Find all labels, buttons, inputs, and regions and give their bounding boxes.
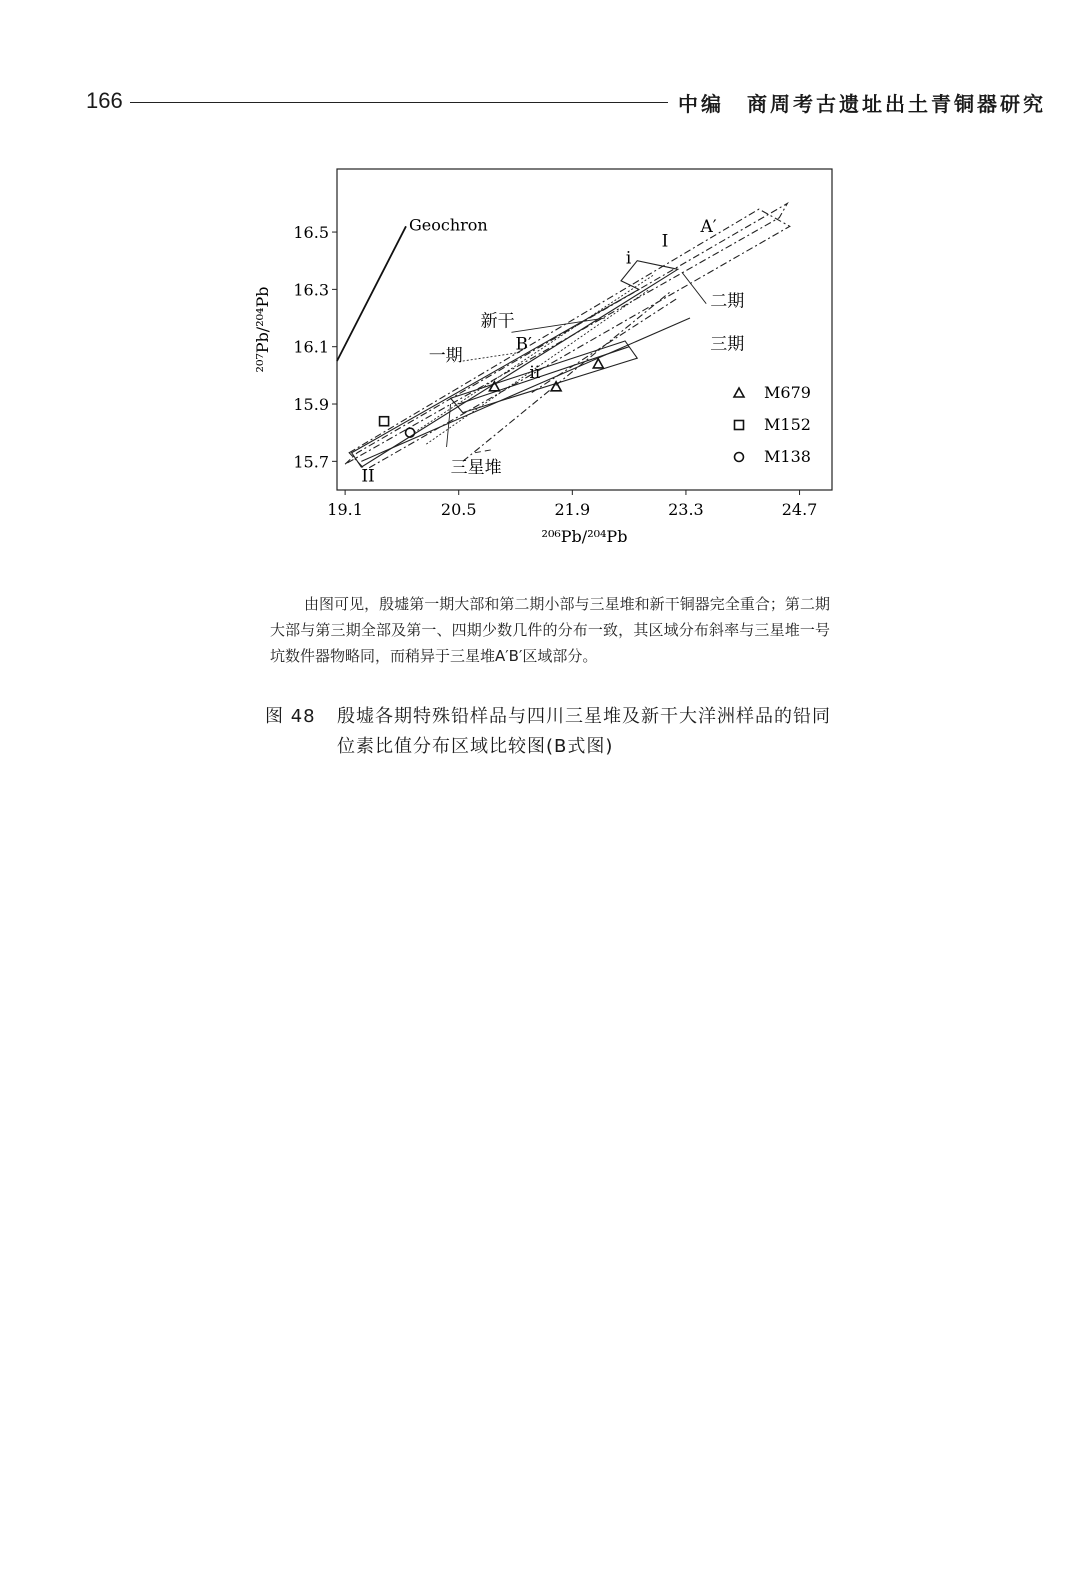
x-tick-label: 20.5 — [440, 500, 477, 519]
region-label: 一期 — [428, 346, 463, 367]
y-tick-label: 15.9 — [293, 395, 329, 415]
region-label: I — [661, 231, 669, 252]
point-m679 — [593, 359, 603, 368]
legend-label-m679: M679 — [764, 383, 811, 402]
lead-isotope-chart — [240, 155, 860, 560]
region-label: ii — [529, 363, 541, 384]
page-number: 166 — [86, 88, 123, 113]
region-label: B′ — [515, 334, 532, 355]
legend-marker-m138 — [735, 453, 744, 462]
caption-text: 殷墟各期特殊铅样品与四川三星堆及新干大洋洲样品的铅同位素比值分布区域比较图(B式图) — [337, 706, 831, 757]
running-title: 中编 商周考古遗址出土青铜器研究 — [678, 92, 1046, 116]
point-m679 — [551, 382, 561, 391]
region-label: II — [361, 466, 375, 487]
region-label: 新干 — [480, 311, 515, 332]
region-phase-3-top — [459, 347, 629, 404]
region-label: 三期 — [710, 334, 745, 355]
x-tick-label: 19.1 — [327, 500, 363, 519]
geochron-line — [337, 226, 406, 361]
point-m152 — [380, 417, 389, 426]
y-tick-label: 15.7 — [293, 452, 329, 472]
running-header — [86, 88, 1046, 122]
leader-phase-2 — [682, 272, 706, 304]
y-tick-label: 16.5 — [293, 223, 329, 243]
region-label: A′ — [700, 217, 717, 238]
region-label: 三星堆 — [450, 457, 502, 478]
legend-label-m138: M138 — [764, 447, 811, 466]
y-tick-label: 16.3 — [293, 280, 329, 300]
body-text: 由图可见，殷墟第一期大部和第二期小部与三星堆和新干铜器完全重合；第二期大部与第三期全部及第一、四期少数几件的分布一致，其区域分布斜率与三星堆一号坑数件器物略同，而稍异于三星堆A′B′区域部分。 — [270, 595, 830, 665]
caption-label: 图 48 — [265, 706, 316, 727]
header-rule — [130, 102, 668, 103]
point-m138 — [406, 428, 415, 437]
x-tick-label: 21.9 — [554, 500, 591, 519]
legend-label-m152: M152 — [764, 415, 811, 434]
leader-phase-1 — [463, 352, 520, 361]
y-tick-label: 16.1 — [293, 337, 329, 357]
x-tick-label: 24.7 — [781, 500, 818, 519]
x-axis-label: ²⁰⁶Pb/²⁰⁴Pb — [541, 527, 628, 546]
geochron-label: Geochron — [408, 215, 488, 235]
region-label: i — [625, 248, 632, 269]
legend-marker-m152 — [735, 421, 744, 430]
x-tick-label: 23.3 — [668, 500, 704, 519]
region-label: 二期 — [710, 291, 745, 312]
y-axis-label: ²⁰⁷Pb/²⁰⁴Pb — [253, 286, 272, 373]
legend-marker-m679 — [734, 388, 744, 397]
leader-sanxingdui — [475, 450, 491, 453]
